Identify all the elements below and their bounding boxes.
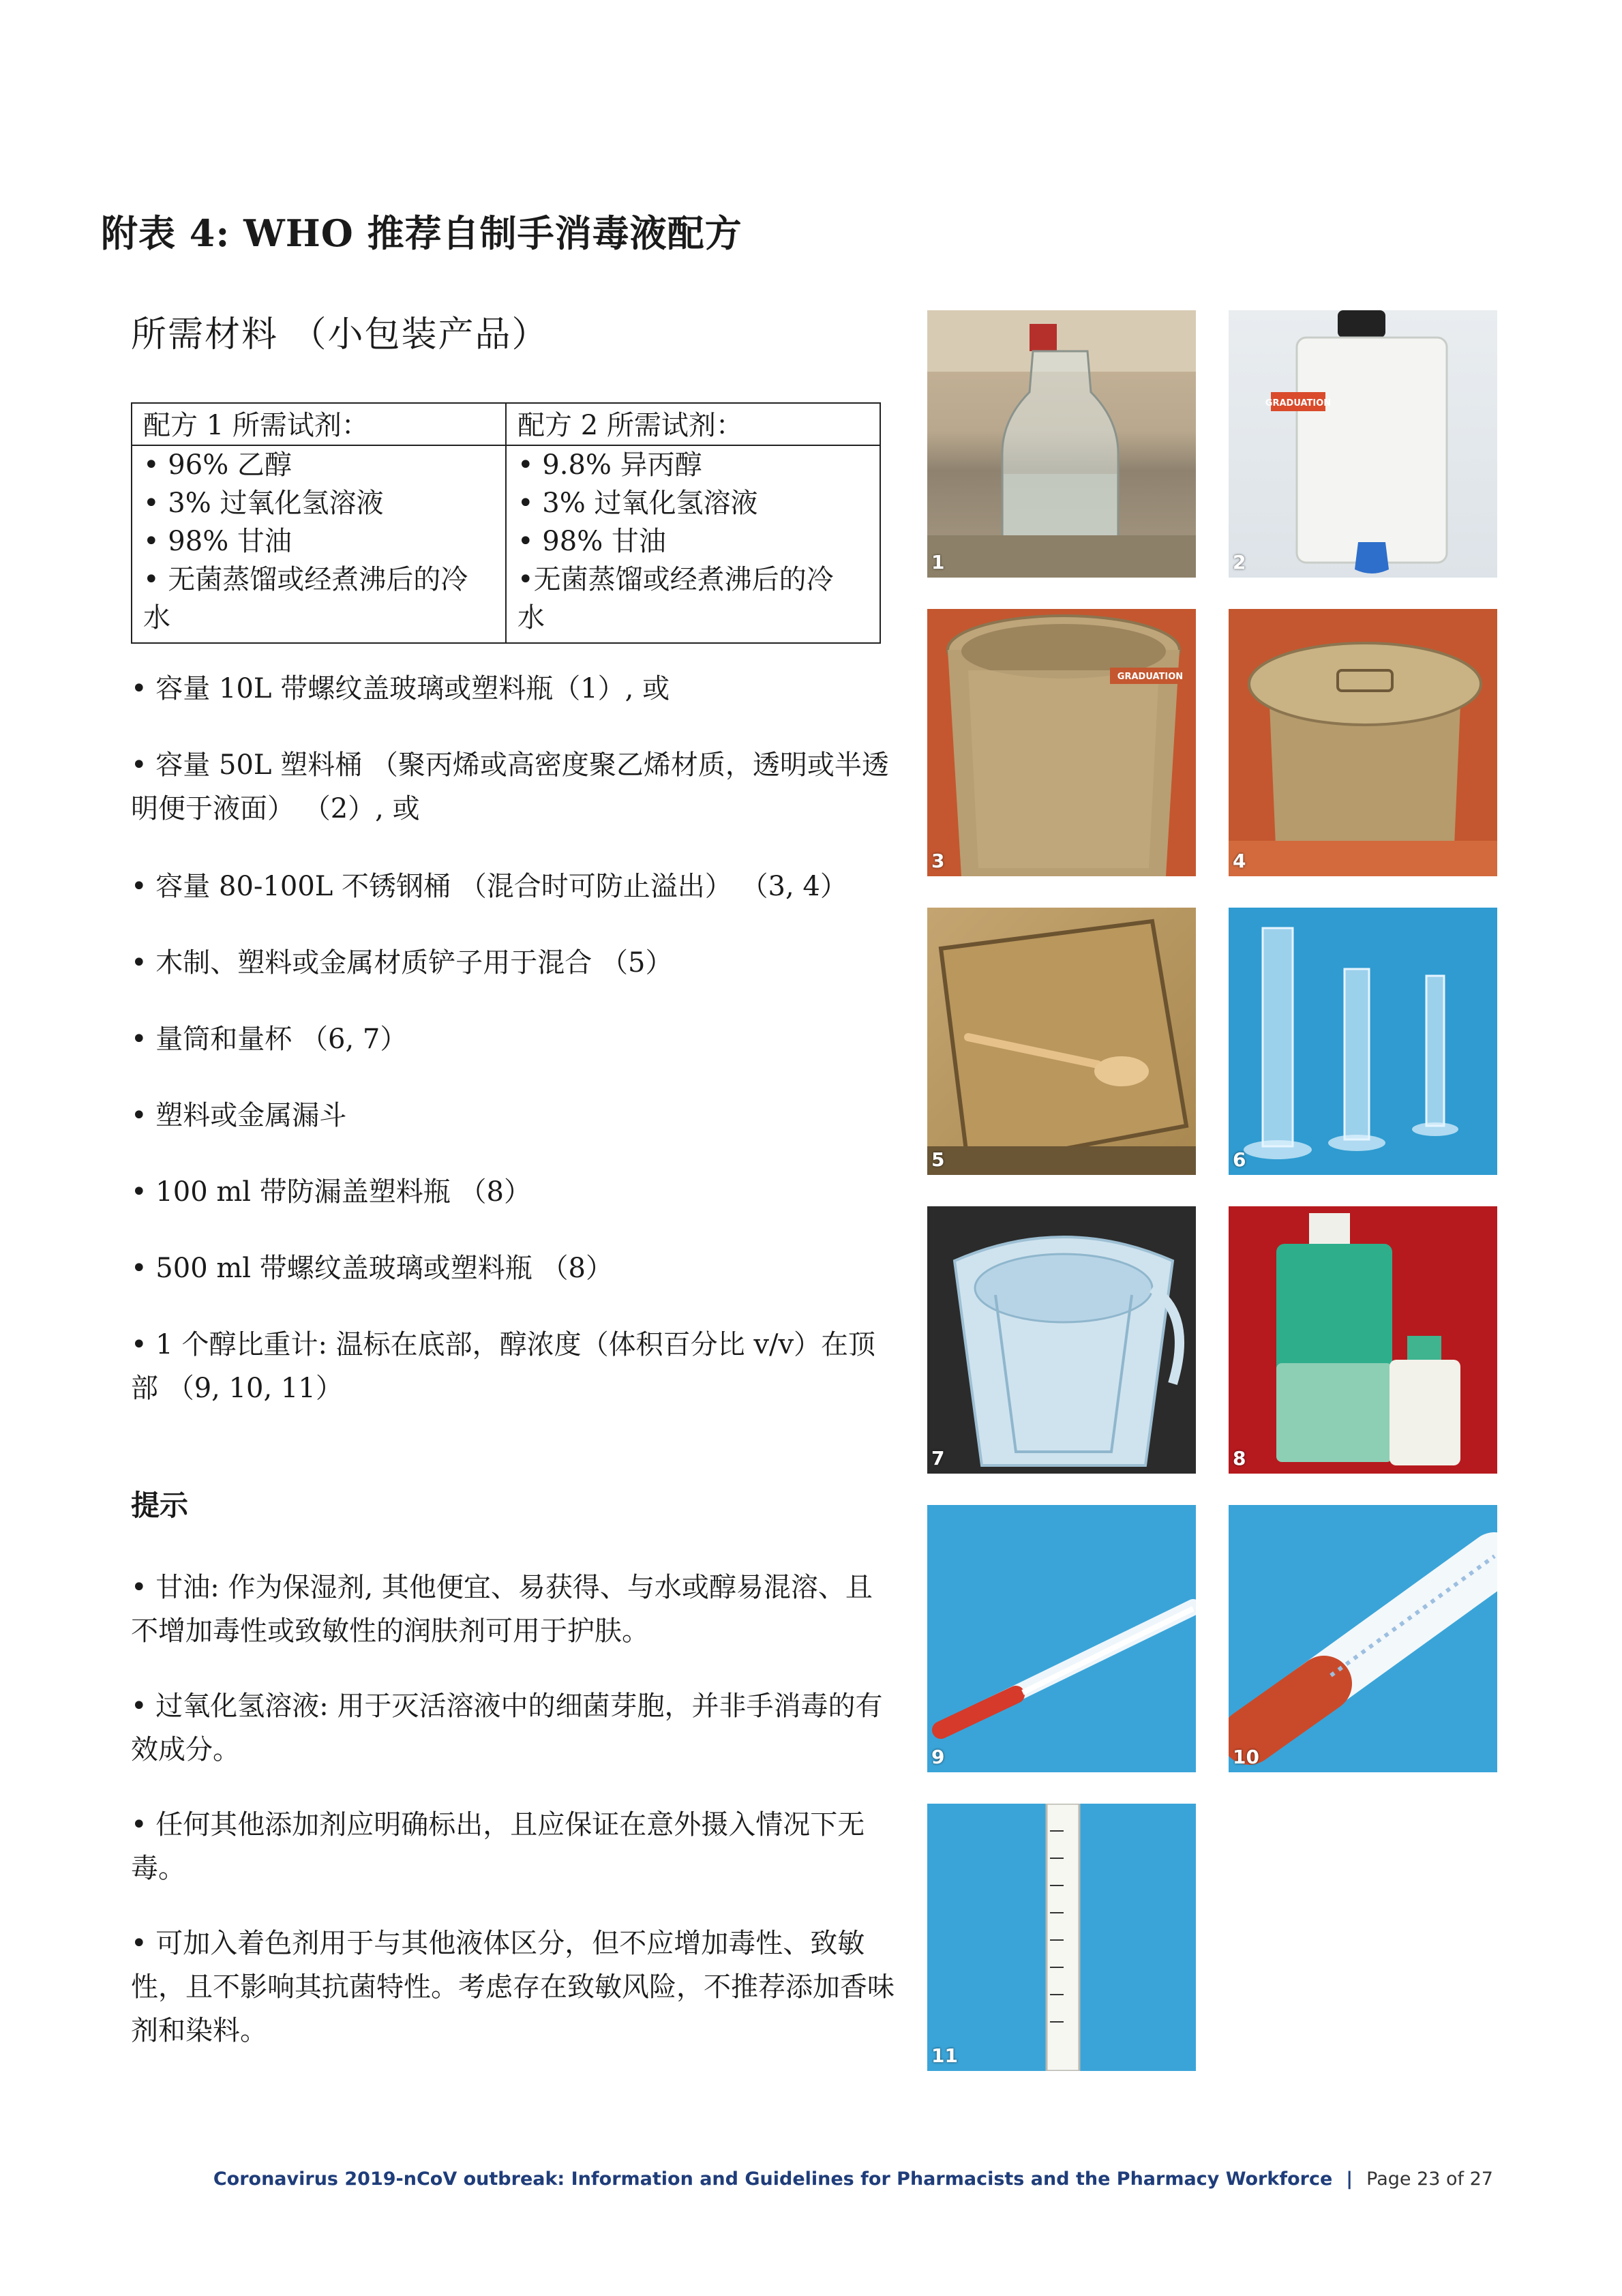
jugs-illustration — [927, 1206, 1196, 1474]
formula-2-item: •无菌蒸馏或经煮沸后的冷 — [517, 564, 834, 595]
formula-1-item: • 98% 甘油 — [143, 526, 292, 557]
paddle-illustration — [927, 908, 1196, 1175]
formula-1-item: • 无菌蒸馏或经煮沸后的冷 — [143, 564, 468, 595]
section-title: 所需材料 （小包装产品） — [131, 314, 549, 355]
photo-number: 5 — [931, 1148, 945, 1171]
bottles-illustration — [1229, 1206, 1497, 1474]
photo-number: 9 — [931, 1746, 945, 1768]
formula-2-cell — [506, 445, 880, 643]
page-number: Page 23 of 27 — [1366, 2168, 1493, 2190]
bucket-lid-illustration — [1229, 609, 1497, 876]
material-item: • 容量 10L 带螺纹盖玻璃或塑料瓶（1）, 或 — [131, 673, 670, 704]
formula-1-cell — [132, 445, 506, 643]
formula-1-item: • 3% 过氧化氢溶液 — [143, 488, 384, 519]
graduation-label: GRADUATION — [1117, 672, 1184, 682]
steel-bucket-photo — [927, 609, 1196, 876]
photo-number: 6 — [1233, 1148, 1246, 1171]
formula-2-item: • 9.8% 异丙醇 — [517, 449, 702, 481]
steel-bucket-lid-photo — [1229, 609, 1497, 876]
footer-text: Coronavirus 2019-nCoV outbreak: Information and Guidelines for Pharmacists and the Pharmacy Workforce — [213, 2168, 1333, 2190]
tip-item: • 任何其他添加剂应明确标出，且应保证在意外摄入情况下无毒。 — [131, 1809, 865, 1884]
formula-1-item: • 96% 乙醇 — [143, 449, 292, 481]
page-footer — [0, 2168, 1493, 2190]
photo-number: 11 — [931, 2044, 958, 2067]
formula-table — [131, 402, 881, 644]
material-item: • 1 个醇比重计: 温标在底部，醇浓度（体积百分比 v/v）在顶部 （9, 10, 11） — [131, 1329, 876, 1404]
material-item: • 木制、塑料或金属材质铲子用于混合 （5） — [131, 947, 673, 979]
formula-1-header: 配方 1 所需试剂： — [132, 403, 506, 445]
hydrometer-closeup-photo — [1229, 1505, 1497, 1772]
formula-2-item: 水 — [517, 602, 545, 633]
formula-1-item: 水 — [143, 602, 170, 633]
photo-number: 4 — [1233, 850, 1246, 872]
hydrometer-scale-photo — [927, 1804, 1196, 2071]
tip-item: • 过氧化氢溶液: 用于灭活溶液中的细菌芽胞，并非手消毒的有效成分。 — [131, 1690, 883, 1765]
material-item: • 500 ml 带螺纹盖玻璃或塑料瓶 （8） — [131, 1253, 613, 1284]
footer-separator: | — [1346, 2168, 1353, 2190]
graduation-label: GRADUATION — [1265, 398, 1332, 408]
photo-number: 1 — [931, 551, 945, 573]
glass-bottle-photo — [927, 310, 1196, 578]
hydrometer-closeup-illustration — [1229, 1505, 1497, 1772]
photo-number: 10 — [1233, 1746, 1259, 1768]
plastic-container-photo — [1229, 310, 1497, 578]
hydrometer-scale-illustration — [927, 1804, 1196, 2071]
cylinders-illustration — [1229, 908, 1497, 1175]
material-item: • 容量 80-100L 不锈钢桶 （混合时可防止溢出） （3, 4） — [131, 871, 847, 902]
tip-item: • 甘油: 作为保湿剂, 其他便宜、易获得、与水或醇易混溶、且不增加毒性或致敏性的润肤剂可用于护肤。 — [131, 1572, 873, 1647]
formula-2-item: • 98% 甘油 — [517, 526, 666, 557]
paddle-photo — [927, 908, 1196, 1175]
photo-number: 2 — [1233, 551, 1246, 573]
formula-2-item: • 3% 过氧化氢溶液 — [517, 488, 758, 519]
material-item: • 100 ml 带防漏盖塑料瓶 （8） — [131, 1176, 531, 1208]
page-title: 附表 4: WHO 推荐自制手消毒液配方 — [101, 211, 742, 255]
measuring-cylinders-photo — [1229, 908, 1497, 1175]
tip-item: • 可加入着色剂用于与其他液体区分，但不应增加毒性、致敏性，且不影响其抗菌特性。考虑存在致敏风险，不推荐添加香味剂和染料。 — [131, 1928, 895, 2046]
material-item: • 容量 50L 塑料桶 （聚丙烯或高密度聚乙烯材质，透明或半透明便于液面） （2）, 或 — [131, 749, 889, 824]
hydrometer-illustration — [927, 1505, 1196, 1772]
photo-number: 7 — [931, 1447, 945, 1470]
tips-heading: 提示 — [131, 1489, 189, 1522]
material-item: • 塑料或金属漏斗 — [131, 1100, 347, 1131]
glass-bottle-illustration — [927, 310, 1196, 578]
photo-number: 3 — [931, 850, 945, 872]
hydrometer-photo — [927, 1505, 1196, 1772]
measuring-jugs-photo — [927, 1206, 1196, 1474]
plastic-bottles-photo — [1229, 1206, 1497, 1474]
bucket-illustration — [927, 609, 1196, 876]
formula-2-header: 配方 2 所需试剂： — [506, 403, 880, 445]
photo-number: 8 — [1233, 1447, 1246, 1470]
material-item: • 量筒和量杯 （6, 7） — [131, 1024, 408, 1055]
container-illustration — [1229, 310, 1497, 578]
